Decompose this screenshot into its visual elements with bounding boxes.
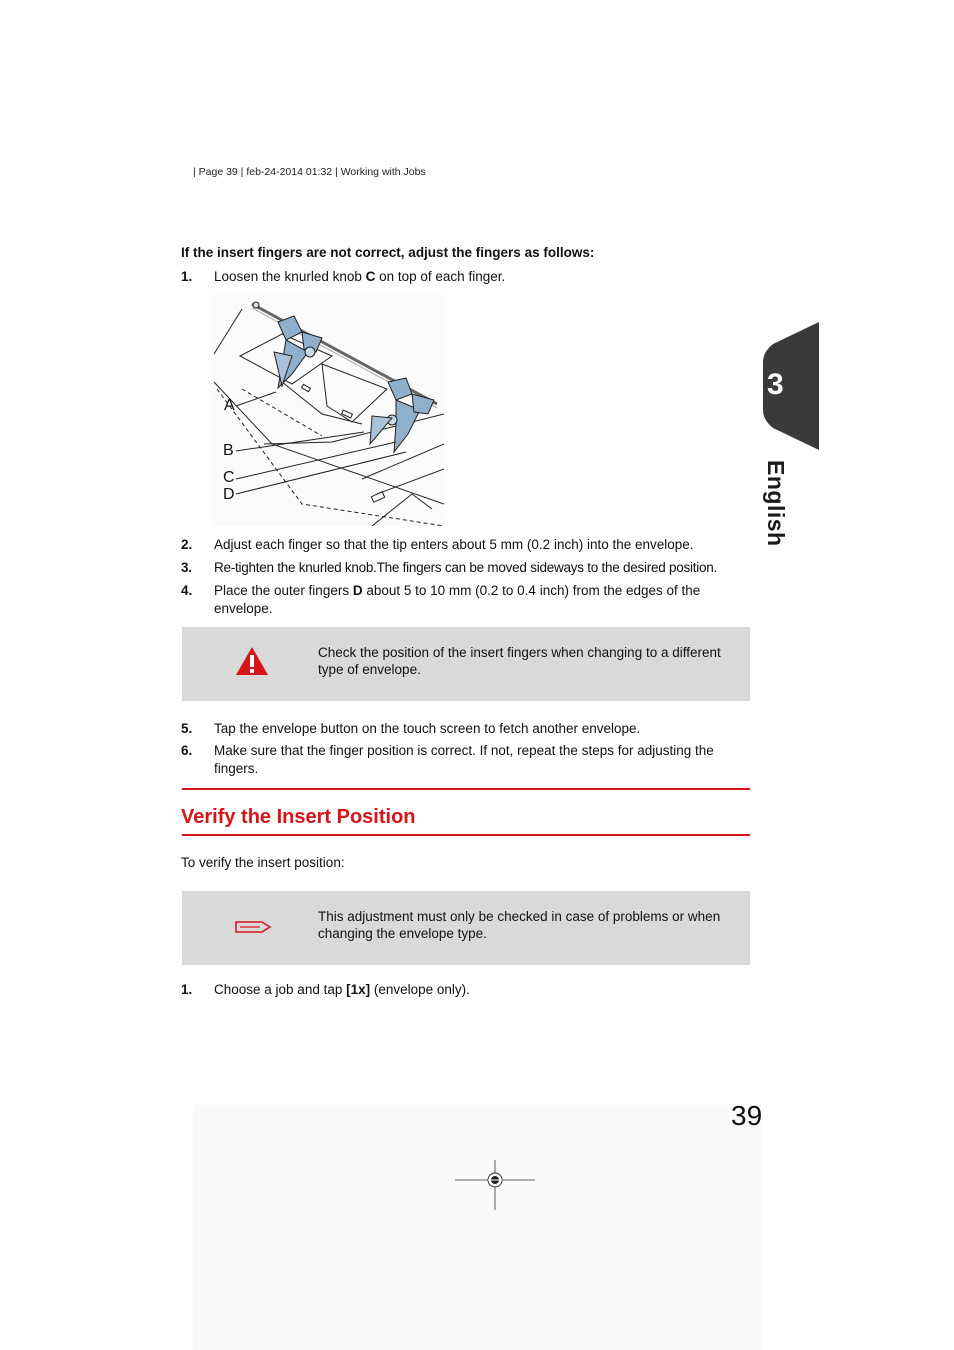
page-number: 39	[731, 1100, 763, 1131]
chapter-number: 3	[767, 368, 784, 401]
section-rule-bottom	[182, 834, 750, 836]
step-number: 5.	[181, 721, 193, 736]
step-1-loosen-knob: 1. Loosen the knurled knob C on top of each finger.	[181, 269, 506, 284]
pencil-note-icon	[234, 919, 272, 935]
figure-label-c: C	[223, 469, 235, 486]
step-number: 1.	[181, 982, 193, 997]
note-text: This adjustment must only be checked in case of problems or when changing the envelope type.	[318, 909, 721, 941]
warning-box	[182, 627, 750, 701]
step-3-retighten: 3. Re-tighten the knurled knob.The fingers can be moved sideways to the desired position.	[181, 560, 718, 575]
step-number: 2.	[181, 537, 193, 552]
bold-label: D	[352, 583, 363, 598]
figure-label-a: A	[224, 397, 235, 414]
section-title: Verify the Insert Position	[181, 806, 416, 828]
page-header: | Page 39 | feb-24-2014 01:32 | Working with Jobs	[193, 166, 426, 178]
figure-label-d: D	[223, 486, 235, 503]
step-number: 3.	[181, 560, 192, 575]
warning-icon	[234, 645, 270, 677]
instructions-intro: If the insert fingers are not correct, adjust the fingers as follows:	[181, 245, 595, 260]
section-intro: To verify the insert position:	[181, 855, 345, 870]
figure-label-b: B	[223, 442, 234, 459]
step-4-outer-fingers: 4. Place the outer fingers D about 5 to 10 mm (0.2 to 0.4 inch) from the edges of the envelope.	[181, 583, 701, 616]
step-6-verify-position: 6. Make sure that the finger position is correct. If not, repeat the steps for adjusting the fingers.	[181, 743, 714, 776]
insert-fingers-figure	[212, 294, 444, 526]
step-number: 6.	[181, 743, 193, 758]
language-label: English	[763, 460, 789, 547]
step-2-adjust-finger: 2. Adjust each finger so that the tip enters about 5 mm (0.2 inch) into the envelope.	[181, 537, 694, 552]
registration-mark-icon	[455, 1160, 535, 1212]
step-number: 1.	[181, 269, 193, 284]
warning-text: Check the position of the insert fingers when changing to a different type of envelope.	[318, 645, 721, 677]
bold-label: C	[365, 269, 376, 284]
note-box	[182, 891, 750, 965]
section-rule-top	[182, 788, 750, 790]
step-5-tap-envelope: 5. Tap the envelope button on the touch screen to fetch another envelope.	[181, 721, 641, 736]
page-bottom-shade	[193, 1105, 761, 1350]
bold-label: [1x]	[346, 982, 371, 997]
step-1-choose-job: 1. Choose a job and tap [1x] (envelope only).	[181, 982, 470, 997]
step-number: 4.	[181, 583, 193, 598]
